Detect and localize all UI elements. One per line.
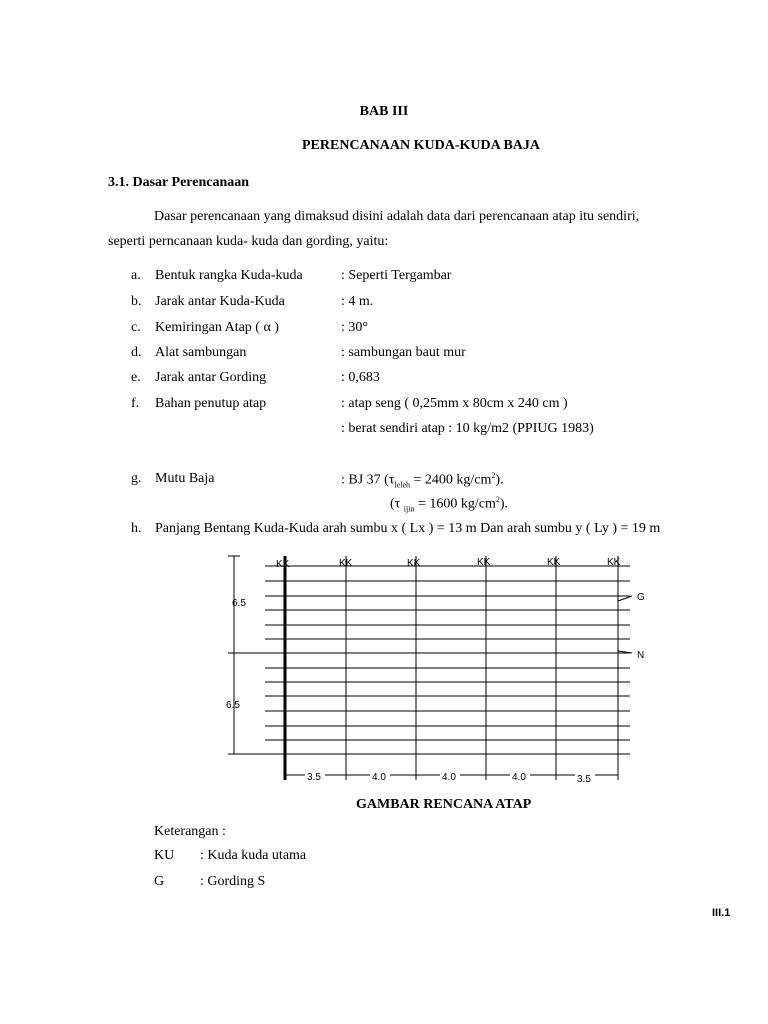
item-label: Alat sambungan [155,345,247,360]
item-label: Bentuk rangka Kuda-kuda [155,268,303,283]
item-letter: g. [131,471,142,486]
list-item-f [131,396,731,416]
item-letter: b. [131,294,142,309]
left-dimension-label: 6.5 [226,700,240,711]
chapter-title: PERENCANAAN KUDA-KUDA BAJA [302,138,540,153]
item-value: : 0,683 [341,370,380,385]
list-item-g-line2: (τ $_{ijin}$ = 1600 $kg/cm^2$). [390,495,509,514]
item-value: : BJ 37 ($\tau_{leleh} = 2400$ $kg/cm^2$). [341,471,504,490]
list-item-e [131,370,731,390]
kk-label: KK [407,558,421,569]
list-item-f-continued [131,421,731,441]
intro-line-2: seperti perncanaan kuda- kuda dan gording, yaitu: [108,234,389,249]
item-label: Jarak antar Kuda-Kuda [155,294,285,309]
kk-label: KK [607,557,621,568]
legend-value-ku: : Kuda kuda utama [200,848,307,863]
chapter-number: BAB III [359,104,409,119]
item-letter: h. [131,521,142,536]
list-item-h [131,521,751,541]
kk-label: KK [547,557,561,568]
figure-caption: GAMBAR RENCANA ATAP [356,797,532,812]
item-letter: a. [131,268,141,283]
legend-value-g: : Gording S [200,874,266,889]
item-label: Jarak antar Gording [155,370,267,385]
item-value: : sambungan baut mur [341,345,466,360]
item-value: : berat sendiri atap : 10 kg/m2 (PPIUG 1983) [341,421,594,436]
list-item-d [131,345,731,365]
kk-label: KK [477,557,491,568]
item-value: : atap seng ( 0,25mm x 80cm x 240 cm ) [341,396,568,411]
left-dimension-label: 6.5 [232,598,246,609]
item-letter: f. [131,396,140,411]
item-letter: d. [131,345,142,360]
bottom-dimension-label: 4.0 [442,772,456,783]
bottom-dimension-label: 3.5 [577,774,591,785]
right-label-n: N [637,650,645,661]
list-item-b [131,294,731,314]
section-heading: 3.1. Dasar Perencanaan [108,175,250,190]
right-label-g: G [637,592,645,603]
intro-line-1: Dasar perencanaan yang dimaksud disini adalah data dari perencanaan atap itu sendiri, [154,209,640,224]
item-letter: c. [131,320,141,335]
list-item-c [131,320,731,340]
bottom-dimension-label: 3.5 [307,772,321,783]
bottom-dimension-label: 4.0 [372,772,386,783]
list-item-g [131,471,731,491]
roof-plan-figure [222,548,650,790]
list-item-a [131,268,731,288]
legend-key-ku: KU [154,848,175,863]
kk-label: KK [276,559,290,570]
legend-title: Keterangan : [154,824,226,839]
item-label: Mutu Baja [155,471,215,486]
item-value: : Seperti Tergambar [341,268,452,283]
legend-key-g: G [154,874,165,889]
item-letter: e. [131,370,141,385]
item-text: Panjang Bentang Kuda-Kuda arah sumbu x ( Lx ) = 13 m Dan arah sumbu y ( Ly ) = 19 m [155,521,661,536]
page-number: III.1 [712,907,731,919]
item-label: Kemiringan Atap ( α ) [155,320,279,335]
bottom-dimension-label: 4.0 [512,772,526,783]
item-value: : 30° [341,320,368,335]
item-label: Bahan penutup atap [155,396,267,411]
item-value: : 4 m. [341,294,374,309]
kk-label: KK [339,558,353,569]
